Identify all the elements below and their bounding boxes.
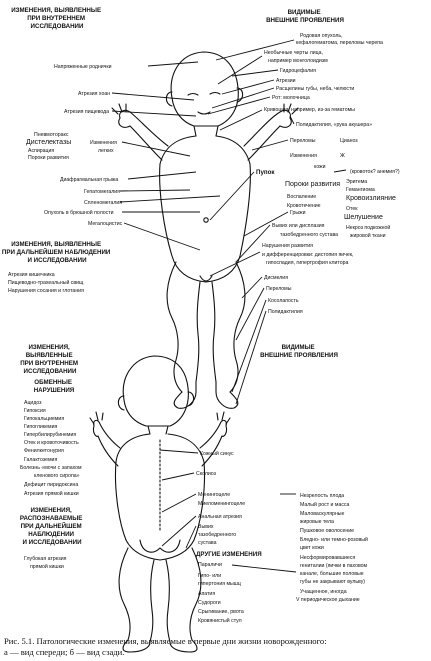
figure-a-right-labels [256,33,400,315]
label-polydactyly-foot: Полидактилия [268,309,303,315]
label-maple-syrup-1: Болезнь «мочи с запахом [20,465,82,471]
label-splenomegaly: Спленомегалия [84,200,123,206]
label-hip-dislocation-b3: сустава [198,540,217,546]
label-deep-rectal-atresia-1: Глубокая атрезия [24,556,67,562]
figure-b-right-labels [296,493,368,603]
label-hypoxia: Гипоксия [24,408,46,414]
label-malformations: Пороки развития [28,155,69,161]
figure-caption [4,636,327,657]
figure-a-header-left-2: ИЗМЕНЕНИЯ, ВЫЯВЛЕННЫЕ ПРИ ДАЛЬНЕЙШЕМ НАБЛЮДЕНИИ И ИССЛЕДОВАНИИ [1,241,111,264]
label-sucking-disorders: Нарушения сосания и глотания [8,288,84,294]
label-small-size: Малый рост и масса [300,502,350,508]
label-apathy: Апатия [198,591,216,597]
label-clubfoot: Косолапость [268,298,299,304]
label-paralysis: Параличи [198,562,222,568]
label-skin-color-1: Бледно- или темно-розовый [300,537,368,543]
label-unusual-face: Необычные черты лица, [264,50,323,56]
label-deep-rectal-atresia-2: прямой кишки [30,564,64,570]
label-erythema: Эритема [346,179,368,185]
label-intestinal-atresia: Атрезия кишечника [8,272,55,278]
other-changes-header: ДРУГИЕ ИЗМЕНЕНИЯ [196,551,262,558]
label-genitals-3: канале, большие половые [300,571,364,577]
label-genitals-4: губы не закрывают вульву) [300,579,366,585]
label-thrush: Рот: молочница [272,95,310,101]
label-hip-dislocation-b1: Вывих [198,524,214,530]
label-inflammation: Воспаление [287,194,317,200]
label-myelomeningocele: Миеломенингоцеле [198,501,246,507]
label-changes: Изменения [90,140,117,146]
label-fat-necrosis-1: Некроз подкожной [346,225,391,231]
label-polydactyly-hand: Полидактилия, «рука акушера» [296,122,373,128]
label-acidosis: Ацидоз [24,400,42,406]
label-maple-syrup-2: кленового сиропа» [34,473,80,479]
label-regurgitation: Срыгивание, рвота [198,609,244,615]
figure-a-left-labels [2,64,123,294]
label-cephalohematoma: кефалогематома, переломы черепа [296,40,383,46]
label-umbilicus: Пупок [256,169,275,176]
label-prematurity: Незрелость плода [300,493,345,499]
label-development-1: Нарушения развития [262,243,313,249]
label-skin: кожи [314,164,326,170]
label-birth-tumor: Родовая опухоль, [300,33,343,39]
label-cleft: Расщелины губы, неба, челюсти [276,86,355,92]
label-choanal-atresia: Атрезия хоан [78,91,111,97]
figure-b-header-left: ИЗМЕНЕНИЯ, ВЫЯВЛЕННЫЕ ПРИ ВНУТРЕННЕМ ИССЛЕДОВАНИИ [20,344,79,375]
label-bloody-stool: Кровянистый стул [198,618,242,624]
label-dystelectasis: Дистелектазы [26,139,72,146]
label-muscle-tone-1: Гипо- или [198,573,222,579]
label-dermal-sinus: Кожный синус [200,451,234,457]
label-skin-color-2: цвет кожи [300,545,324,551]
figure-b-header-right: ВИДИМЫЕ ВНЕШНИЕ ПРОЯВЛЕНИЯ [260,344,338,359]
label-hemangioma: Гемангиома [346,187,375,193]
label-hypocalcemia: Гипокальциемия [24,416,65,422]
label-fat-necrosis-2: жировой ткани [350,233,386,239]
figure-a-header-right: ВИДИМЫЕ ВНЕШНИЕ ПРОЯВЛЕНИЯ [266,9,344,24]
label-hepatomegaly: Гепатомегалия [84,189,120,195]
label-scoliosis: Сколиоз [196,471,216,477]
label-peeling: Шелушение [344,214,383,221]
label-lungs: легких [98,148,114,154]
metabolic-header: ОБМЕННЫЕ НАРУШЕНИЯ [33,379,75,394]
label-fractures-top: Переломы [290,138,316,144]
label-genitals-1: Несформировавшиеся [300,555,356,561]
label-aspiration: Аспирация [28,148,55,154]
label-tense-fontanelles: Напряженные роднички [54,64,112,70]
figure-b-center-labels [196,450,262,624]
label-fat-bodies-1: Маловаскулярные [300,511,345,517]
label-hip-dislocation-b2: тазобедренного [198,532,237,538]
label-skin-changes: Изменения [290,153,317,159]
label-fractures-bottom: Переломы [266,286,292,292]
caption-line-1: Рис. 5.1. Патологические изменения, выявляемые в первые дни жизни новорожденного: [4,636,327,646]
label-rectal-atresia: Атрезия прямой кишки [24,491,79,497]
label-abdominal-tumor: Опухоль в брюшной полости [44,210,114,216]
label-hyperbilirubinemia: Гипербилирубинемия [24,432,77,438]
figure-b-left-labels [20,379,84,570]
label-hemorrhage: Кровоизлияние [346,195,396,202]
label-edema-bleeding: Отек и кровоточивость [24,440,79,446]
label-cyanosis: Цианоз [340,138,358,144]
figure-a-header-left: ИЗМЕНЕНИЯ, ВЫЯВЛЕННЫЕ ПРИ ВНУТРЕННЕМ ИССЛЕДОВАНИИ [11,7,102,30]
label-meningocele: Менингоцеле [198,492,231,498]
label-galactosemia: Галактоземия [24,457,58,463]
label-lanugo: Пушковое оволосение [300,528,355,534]
label-hip-dislocation-1: Вывих или дисплазия [272,223,325,229]
label-breathing-1: Учащенное, иногда [300,589,347,595]
label-hernias: Грыжи [290,210,306,216]
label-umbilical-malformations: Пороки развития [285,181,341,188]
label-atresias: Атрезии [276,78,296,84]
label-hip-dislocation-2: тазобедренного сустава [280,232,339,238]
label-anal-atresia: Анальная атрезия [198,514,242,520]
label-development-3: гипоспадия, гипертрофия клитора [266,260,349,266]
label-seizures: Судороги [198,600,221,606]
label-diaphragmatic-hernia: Диафрагмальная грыжа [60,177,119,183]
label-megalocystis: Мегалоцистис [88,221,123,227]
figure-b-back-view [20,344,368,652]
label-pneumothorax: Пневмоторакс [34,132,69,138]
label-breathing-2: V периодическое дыхание [296,597,360,603]
label-bloodflow-anemia: (кровоток? анемия?) [350,169,400,175]
label-jaundice: Ж [340,153,345,159]
label-phenylketonuria: Фенилкетонурия [24,448,64,454]
label-mongoloidism: например монголоидизм [268,58,328,64]
label-edema: Отек [346,206,358,212]
label-bleeding: Кровотечение [287,203,321,209]
label-genitals-2: гениталии (яички в паховом [300,563,368,569]
label-esophageal-atresia: Атрезия пищевода [64,109,110,115]
caption-line-2: а — вид спереди; б — вид сзади. [4,647,125,657]
label-hydrocephalus: Гидроцефалия [280,68,316,74]
figure-b-header-left-2: ИЗМЕНЕНИЯ, РАСПОЗНАВАЕМЫЕ ПРИ ДАЛЬНЕЙШЕМ НАБЛЮДЕНИИ И ИССЛЕДОВАНИИ [19,507,83,546]
label-pyridoxine-deficiency: Дефицит пиридоксина [24,482,79,488]
label-muscle-tone-2: гипертония мышц [198,581,241,587]
label-dysmelia: Дисмелия [264,275,289,281]
label-development-2: и дифференцировки: дистопия яичек, [262,252,354,258]
label-torticollis: Кривошея, например, из-за гематомы [264,107,355,113]
label-tracheoesophageal-fistula: Пищеводно-трахеальный свищ [8,280,84,286]
label-hypoglycemia: Гипогликемия [24,424,58,430]
label-fat-bodies-2: жировые тела [300,519,334,525]
